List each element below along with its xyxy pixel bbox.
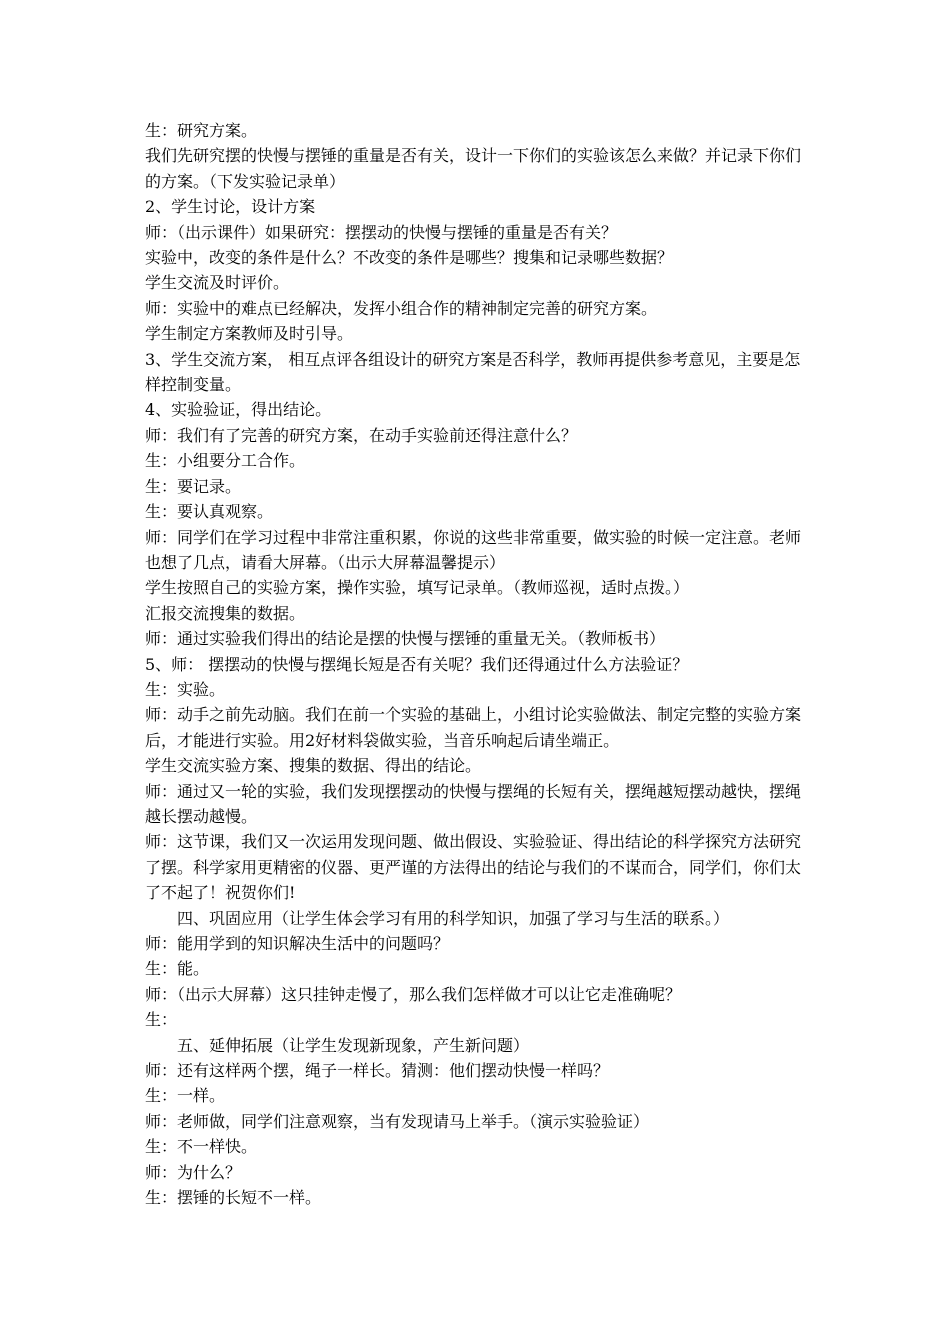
paragraph: 五、延伸拓展（让学生发现新现象，产生新问题） bbox=[177, 1035, 530, 1055]
document-body bbox=[145, 118, 815, 1210]
paragraph: 师：动手之前先动脑。我们在前一个实验的基础上，小组讨论实验做法、制定完整的实验方案后，才能进行实验。用2好材料袋做实验，当音乐响起后请坐端正。 bbox=[145, 705, 802, 750]
paragraph: 生：能。 bbox=[145, 959, 210, 979]
paragraph: 学生交流实验方案、搜集的数据、得出的结论。 bbox=[145, 756, 482, 776]
paragraph: 学生按照自己的实验方案，操作实验，填写记录单。（教师巡视，适时点拨。） bbox=[145, 578, 690, 598]
paragraph: 师：还有这样两个摆，绳子一样长。猜测：他们摆动快慢一样吗？ bbox=[145, 1061, 610, 1081]
paragraph: 生：实验。 bbox=[145, 679, 226, 699]
paragraph: 实验中，改变的条件是什么？不改变的条件是哪些？搜集和记录哪些数据？ bbox=[145, 248, 674, 268]
paragraph: 师：通过又一轮的实验，我们发现摆摆动的快慢与摆绳的长短有关，摆绳越短摆动越快，摆绳越长摆动越慢。 bbox=[145, 781, 802, 826]
paragraph: 汇报交流搜集的数据。 bbox=[145, 603, 306, 623]
paragraph: 生：研究方案。 bbox=[145, 121, 258, 140]
paragraph: 生：摆锤的长短不一样。 bbox=[145, 1188, 322, 1208]
paragraph: 师：能用学到的知识解决生活中的问题吗？ bbox=[145, 934, 450, 953]
paragraph: 学生交流及时评价。 bbox=[145, 273, 290, 293]
paragraph: 师：我们有了完善的研究方案，在动手实验前还得注意什么？ bbox=[145, 425, 578, 445]
paragraph: 生：一样。 bbox=[145, 1086, 226, 1106]
paragraph: 2、学生讨论，设计方案 bbox=[145, 197, 316, 217]
paragraph: 我们先研究摆的快慢与摆锤的重量是否有关，设计一下你们的实验该怎么来做？并记录下你们的方案。（下发实验记录单） bbox=[145, 146, 802, 191]
paragraph: 5、师： 摆摆动的快慢与摆绳长短是否有关呢？我们还得通过什么方法验证？ bbox=[145, 654, 689, 674]
paragraph: 生：小组要分工合作。 bbox=[145, 451, 306, 471]
paragraph: 师：（出示课件）如果研究：摆摆动的快慢与摆锤的重量是否有关？ bbox=[145, 222, 618, 242]
paragraph: 3、学生交流方案， 相互点评各组设计的研究方案是否科学，教师再提供参考意见，主要是怎样控制变量。 bbox=[145, 349, 801, 395]
paragraph: 师：老师做，同学们注意观察，当有发现请马上举手。（演示实验验证） bbox=[145, 1111, 650, 1131]
paragraph: 生： bbox=[145, 1010, 178, 1030]
paragraph: 师：同学们在学习过程中非常注重积累，你说的这些非常重要，做实验的时候一定注意。老师也想了几点，请看大屏幕。（出示大屏幕温馨提示） bbox=[145, 527, 802, 572]
paragraph: 师：实验中的难点已经解决，发挥小组合作的精神制定完善的研究方案。 bbox=[145, 298, 658, 318]
paragraph: 师：为什么？ bbox=[145, 1162, 242, 1182]
paragraph: 生：要认真观察。 bbox=[145, 502, 274, 522]
paragraph: 4、实验验证，得出结论。 bbox=[145, 400, 332, 420]
paragraph: 师：通过实验我们得出的结论是摆的快慢与摆锤的重量无关。（教师板书） bbox=[145, 629, 666, 649]
paragraph: 师：这节课，我们又一次运用发现问题、做出假设、实验验证、得出结论的科学探究方法研究了摆。科学家用更精密的仪器、更严谨的方法得出的结论与我们的不谋而合，同学们，你们太了不起了！祝贺你们! bbox=[145, 832, 802, 903]
paragraph: 生：不一样快。 bbox=[145, 1137, 258, 1157]
paragraph: 学生制定方案教师及时引导。 bbox=[145, 324, 354, 344]
paragraph: 师：（出示大屏幕）这只挂钟走慢了，那么我们怎样做才可以让它走准确呢？ bbox=[145, 984, 682, 1004]
paragraph: 生：要记录。 bbox=[145, 476, 242, 496]
paragraph: 四、巩固应用（让学生体会学习有用的科学知识，加强了学习与生活的联系。） bbox=[177, 908, 730, 928]
